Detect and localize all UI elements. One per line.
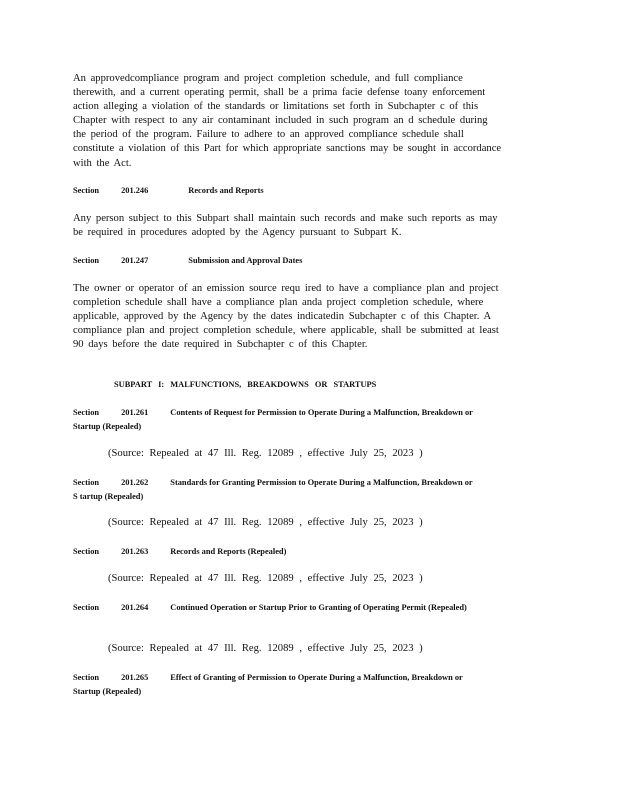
section-number: 201.247 xyxy=(121,256,149,265)
paragraph-compliance-defense: An approvedcompliance program and project completion schedule, and full compliance therewith, and a current operating permit, shall be a prima facie defense toany enforcement action alleging a violation of the standards or limitations set forth in Subchapter c of this Chapter with respect to any air contaminant included in such program an d schedule during the period of the program. Failure to adhere to an approved compliance schedule shall constitute a violation of this Part for which appropriate sanctions may be sought in accordance with the Act. xyxy=(73,73,502,169)
section-label: Section xyxy=(73,256,100,265)
section-heading-201-262 xyxy=(73,476,473,504)
section-label: Section xyxy=(73,547,100,556)
subpart-heading: SUBPART I: MALFUNCTIONS, BREAKDOWNS OR STARTUPS xyxy=(114,380,377,389)
section-title: Records and Reports (Repealed) xyxy=(170,547,287,556)
source-note: (Source: Repealed at 47 Ill. Reg. 12089 , effective July 25, 2023 ) xyxy=(108,643,423,654)
section-heading-201-247 xyxy=(73,254,473,268)
paragraph-records-reports: Any person subject to this Subpart shall maintain such records and make such reports as may be required in procedures adopted by the Agency pursuant to Subpart K. xyxy=(73,213,498,239)
section-label: Section xyxy=(73,186,100,195)
section-number: 201.264 xyxy=(121,603,149,612)
section-label: Section xyxy=(73,408,100,417)
section-heading-201-261 xyxy=(73,406,473,434)
section-title: Records and Reports xyxy=(188,186,264,195)
section-title: Submission and Approval Dates xyxy=(188,256,303,265)
section-number: 201.265 xyxy=(121,673,149,682)
section-label: Section xyxy=(73,673,100,682)
source-note: (Source: Repealed at 47 Ill. Reg. 12089 , effective July 25, 2023 ) xyxy=(108,448,423,459)
section-heading-201-265 xyxy=(73,671,473,699)
section-heading-201-246 xyxy=(73,184,473,198)
section-title: Continued Operation or Startup Prior to Granting of Operating Permit (Repealed) xyxy=(170,603,467,612)
section-number: 201.246 xyxy=(121,186,149,195)
section-label: Section xyxy=(73,478,100,487)
section-number: 201.263 xyxy=(121,547,149,556)
section-label: Section xyxy=(73,603,100,612)
section-number: 201.262 xyxy=(121,478,149,487)
source-note: (Source: Repealed at 47 Ill. Reg. 12089 , effective July 25, 2023 ) xyxy=(108,517,423,528)
section-title: Standards for Granting Permission to Operate During a Malfunction, Breakdown or S tartup (Repealed) xyxy=(73,478,473,501)
section-heading-201-264 xyxy=(73,601,473,615)
section-heading-201-263 xyxy=(73,545,473,559)
section-title: Contents of Request for Permission to Operate During a Malfunction, Breakdown or Startup (Repealed) xyxy=(73,408,473,431)
paragraph-submission-dates: The owner or operator of an emission source requ ired to have a compliance plan and project completion schedule shall have a compliance plan anda project completion schedule, where applicable, approved by the Agency by the dates indicatedin Subchapter c of this Chapter. A compliance plan and project completion schedule, where applicable, shall be submitted at least 90 days before the date required in Subchapter c of this Chapter. xyxy=(73,283,499,351)
source-note: (Source: Repealed at 47 Ill. Reg. 12089 , effective July 25, 2023 ) xyxy=(108,573,423,584)
section-number: 201.261 xyxy=(121,408,149,417)
section-title: Effect of Granting of Permission to Operate During a Malfunction, Breakdown or Startup (Repealed) xyxy=(73,673,463,696)
